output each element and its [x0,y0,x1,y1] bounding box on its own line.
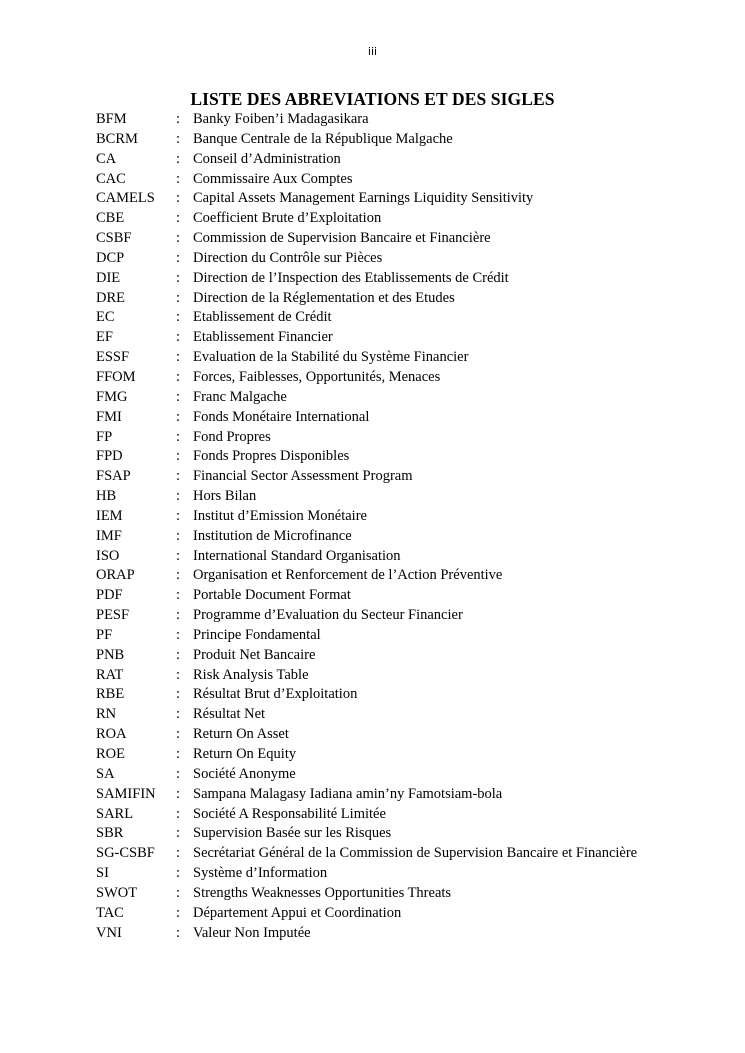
abbreviation-row [96,408,745,428]
abbreviation-separator: : [176,210,181,227]
abbreviation-separator: : [176,746,181,762]
abbreviation-code: DRE [96,289,125,306]
abbreviation-row [96,884,745,904]
abbreviation-code: PESF [96,607,130,624]
abbreviation-definition: Commissaire Aux Comptes [193,170,353,187]
abbreviation-list [96,110,745,943]
abbreviation-separator: : [176,904,181,921]
abbreviation-definition: Return On Equity [193,746,297,762]
abbreviation-definition: Commission de Supervision Bancaire et Financière [193,230,491,247]
abbreviation-definition: Résultat Brut d’Exploitation [193,686,358,703]
abbreviation-definition: Return On Asset [193,726,289,743]
abbreviation-code: SWOT [96,884,138,901]
abbreviation-row [96,249,745,269]
abbreviation-definition: Strengths Weaknesses Opportunities Threats [193,884,452,901]
abbreviation-definition: International Standard Organisation [193,547,401,564]
abbreviation-row [96,189,745,209]
abbreviation-separator: : [176,805,181,822]
abbreviation-definition: Coefficient Brute d’Exploitation [193,210,382,227]
abbreviation-definition: Etablissement Financier [193,329,333,346]
page-number: iii [367,45,378,58]
abbreviation-separator: : [176,587,181,604]
abbreviation-separator: : [176,388,181,405]
abbreviation-code: RAT [96,666,124,683]
abbreviation-row [96,368,745,388]
abbreviation-definition: Portable Document Format [193,587,351,604]
abbreviation-row [96,170,745,190]
abbreviation-code: FP [96,428,113,445]
abbreviation-row [96,388,745,408]
abbreviation-definition: Sampana Malagasy Iadiana amin’ny Famotsiam-bola [193,785,503,802]
abbreviation-code: BFM [96,111,127,127]
abbreviation-definition: Système d’Information [193,865,328,882]
abbreviation-code: SBR [96,825,124,842]
abbreviation-row [96,586,745,606]
abbreviation-row [96,725,745,745]
abbreviation-separator: : [176,567,181,584]
abbreviation-row [96,547,745,567]
abbreviation-separator: : [176,865,181,882]
abbreviation-separator: : [176,130,181,147]
abbreviation-code: TAC [96,904,124,921]
abbreviation-row [96,904,745,924]
abbreviation-row [96,348,745,368]
abbreviation-definition: Forces, Faiblesses, Opportunités, Menaces [193,368,441,385]
abbreviation-row [96,844,745,864]
abbreviation-row [96,130,745,150]
abbreviation-separator: : [176,170,181,187]
abbreviation-separator: : [176,289,181,306]
abbreviation-code: FSAP [96,468,131,485]
abbreviation-row [96,467,745,487]
abbreviation-row [96,864,745,884]
abbreviation-definition: Département Appui et Coordination [193,904,402,921]
abbreviation-code: FFOM [96,368,136,385]
abbreviation-definition: Secrétariat Général de la Commission de Supervision Bancaire et Financière [193,845,638,862]
abbreviation-separator: : [176,349,181,366]
abbreviation-row [96,745,745,765]
abbreviation-row [96,428,745,448]
abbreviation-row [96,646,745,666]
abbreviation-code: PF [96,626,113,643]
abbreviation-definition: Fond Propres [193,428,271,445]
abbreviation-separator: : [176,626,181,643]
abbreviation-separator: : [176,428,181,445]
abbreviation-code: SI [96,865,109,882]
abbreviation-code: FPD [96,448,123,465]
abbreviation-definition: Supervision Basée sur les Risques [193,825,392,842]
abbreviation-separator: : [176,646,181,663]
abbreviation-code: CA [96,150,117,167]
abbreviation-code: CAMELS [96,190,155,207]
abbreviation-code: CBE [96,210,125,227]
abbreviation-definition: Risk Analysis Table [193,666,309,683]
abbreviation-separator: : [176,924,181,941]
abbreviation-definition: Organisation et Renforcement de l’Action Préventive [193,567,503,584]
abbreviation-row [96,269,745,289]
abbreviation-separator: : [176,150,181,167]
abbreviation-separator: : [176,785,181,802]
abbreviation-separator: : [176,368,181,385]
abbreviation-code: RBE [96,686,125,703]
abbreviation-row [96,328,745,348]
abbreviation-row [96,507,745,527]
abbreviation-definition: Valeur Non Imputée [193,924,311,941]
abbreviation-row [96,805,745,825]
abbreviation-row [96,209,745,229]
abbreviation-definition: Principe Fondamental [193,626,321,643]
abbreviation-row [96,666,745,686]
abbreviation-definition: Banque Centrale de la République Malgache [193,130,453,147]
abbreviation-separator: : [176,468,181,485]
abbreviation-row [96,765,745,785]
abbreviation-code: RN [96,706,117,723]
abbreviation-separator: : [176,686,181,703]
abbreviation-separator: : [176,765,181,782]
abbreviation-code: ROA [96,726,127,743]
abbreviation-code: FMG [96,388,128,405]
abbreviation-code: EF [96,329,113,346]
abbreviation-separator: : [176,666,181,683]
abbreviation-definition: Fonds Propres Disponibles [193,448,350,465]
abbreviation-row [96,110,745,130]
abbreviation-row [96,705,745,725]
abbreviation-code: ORAP [96,567,135,584]
abbreviation-code: ROE [96,746,125,762]
abbreviation-separator: : [176,269,181,286]
abbreviation-separator: : [176,448,181,465]
abbreviation-separator: : [176,488,181,505]
abbreviation-separator: : [176,527,181,544]
abbreviation-code: IEM [96,507,123,524]
abbreviation-definition: Résultat Net [193,706,266,723]
abbreviation-separator: : [176,607,181,624]
abbreviation-code: SA [96,765,115,782]
abbreviation-separator: : [176,309,181,326]
abbreviation-row [96,924,745,944]
abbreviation-row [96,487,745,507]
abbreviation-code: EC [96,309,115,326]
abbreviation-row [96,229,745,249]
abbreviation-row [96,606,745,626]
abbreviation-code: DIE [96,269,121,286]
abbreviation-code: ESSF [96,349,130,366]
abbreviation-separator: : [176,249,181,266]
abbreviation-code: PDF [96,587,123,604]
abbreviation-row [96,447,745,467]
abbreviation-separator: : [176,884,181,901]
abbreviation-definition: Direction de la Réglementation et des Etudes [193,289,455,306]
abbreviation-definition: Société Anonyme [193,765,296,782]
abbreviation-definition: Fonds Monétaire International [193,408,370,425]
abbreviation-code: IMF [96,527,122,544]
abbreviation-code: SAMIFIN [96,785,156,802]
abbreviation-separator: : [176,230,181,247]
abbreviation-code: CAC [96,170,126,187]
abbreviation-definition: Société A Responsabilité Limitée [193,805,386,822]
abbreviation-definition: Programme d’Evaluation du Secteur Financier [193,607,463,624]
abbreviation-definition: Produit Net Bancaire [193,646,316,663]
abbreviation-separator: : [176,190,181,207]
abbreviation-row [96,626,745,646]
abbreviation-definition: Direction du Contrôle sur Pièces [193,249,383,266]
abbreviation-code: VNI [96,924,122,941]
abbreviation-separator: : [176,845,181,862]
abbreviation-separator: : [176,547,181,564]
abbreviation-row [96,785,745,805]
page-title: LISTE DES ABREVIATIONS ET DES SIGLES [190,89,555,109]
abbreviation-separator: : [176,408,181,425]
abbreviation-code: FMI [96,408,122,425]
abbreviation-separator: : [176,111,181,127]
abbreviation-row [96,527,745,547]
abbreviation-definition: Institut d’Emission Monétaire [193,507,367,524]
abbreviation-definition: Banky Foiben’i Madagasikara [193,111,369,127]
abbreviation-code: ISO [96,547,120,564]
abbreviation-row [96,566,745,586]
abbreviation-separator: : [176,726,181,743]
abbreviation-code: SG-CSBF [96,845,155,862]
abbreviation-definition: Institution de Microfinance [193,527,352,544]
abbreviation-separator: : [176,825,181,842]
abbreviation-definition: Etablissement de Crédit [193,309,332,326]
abbreviation-definition: Capital Assets Management Earnings Liquidity Sensitivity [193,190,534,207]
abbreviation-code: CSBF [96,230,132,247]
abbreviation-definition: Financial Sector Assessment Program [193,468,413,485]
abbreviation-code: DCP [96,249,125,266]
abbreviation-row [96,289,745,309]
abbreviation-code: BCRM [96,130,138,147]
abbreviation-row [96,824,745,844]
abbreviation-definition: Conseil d’Administration [193,150,341,167]
abbreviation-code: SARL [96,805,134,822]
abbreviation-row [96,685,745,705]
abbreviation-row [96,308,745,328]
abbreviation-separator: : [176,706,181,723]
abbreviation-separator: : [176,507,181,524]
abbreviation-code: PNB [96,646,125,663]
abbreviation-code: HB [96,488,117,505]
abbreviation-row [96,150,745,170]
abbreviation-separator: : [176,329,181,346]
abbreviation-definition: Evaluation de la Stabilité du Système Financier [193,349,469,366]
abbreviation-definition: Franc Malgache [193,388,287,405]
abbreviation-definition: Direction de l’Inspection des Etablissements de Crédit [193,269,509,286]
abbreviation-definition: Hors Bilan [193,488,257,505]
